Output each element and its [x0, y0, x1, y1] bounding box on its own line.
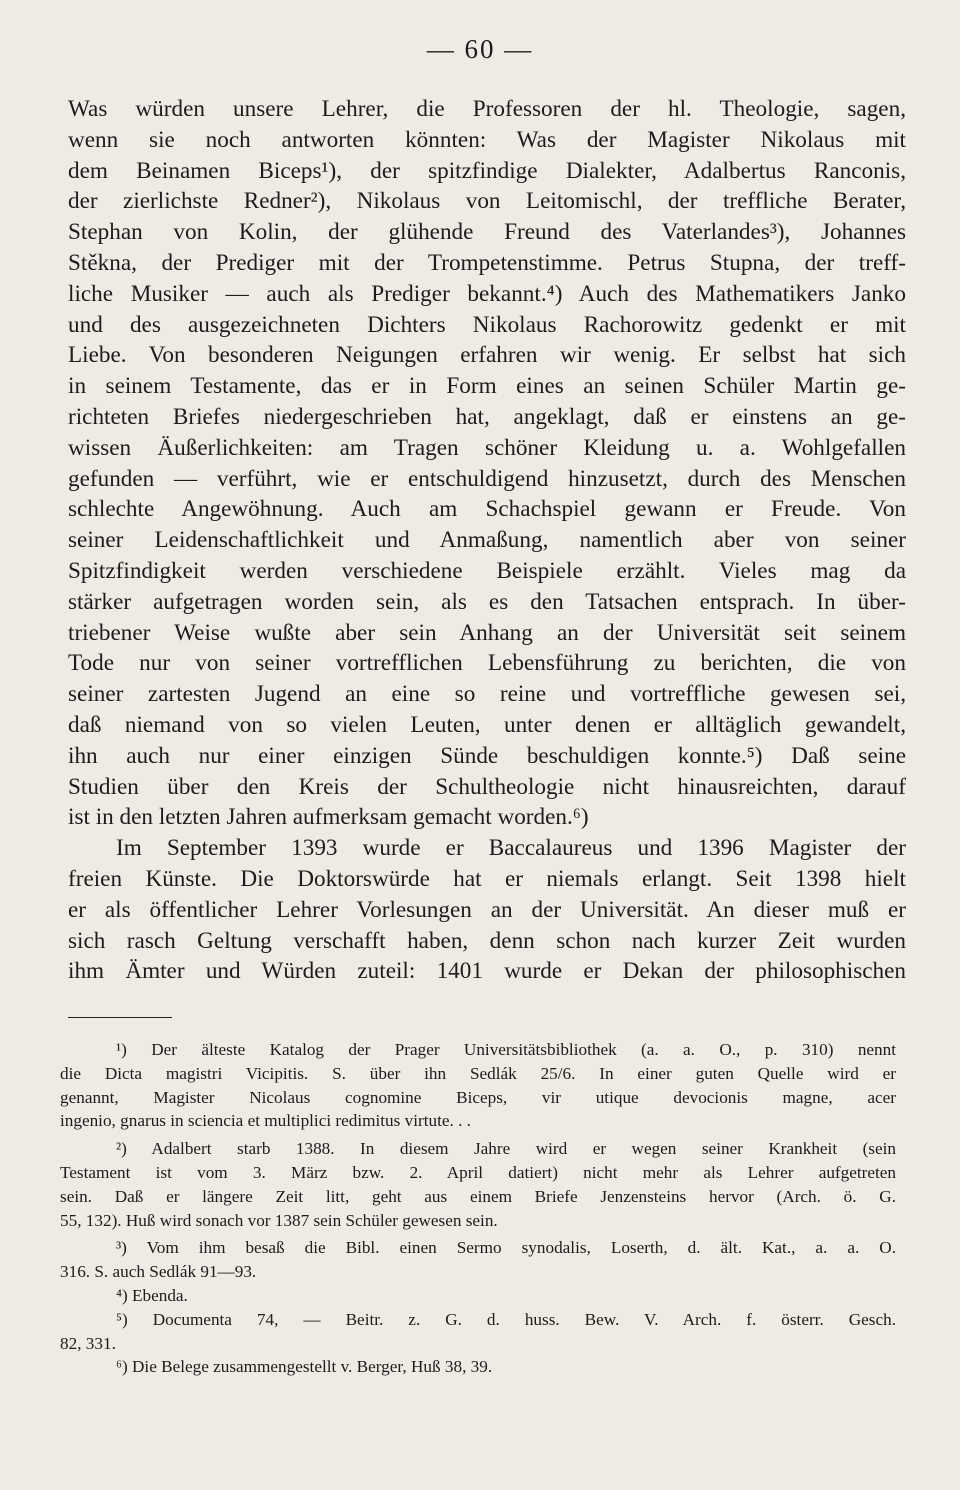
- text-line: wissen Äußerlichkeiten: am Tragen schöner Kleidung u. a. Wohlgefallen: [68, 434, 906, 461]
- main-text: [68, 94, 906, 987]
- text-line: der zierlichste Redner²), Nikolaus von Leitomischl, der treffliche Berater,: [68, 188, 906, 215]
- text-line: Stephan von Kolin, der glühende Freund des Vaterlandes³), Johannes: [68, 219, 906, 246]
- text-line: Liebe. Von besonderen Neigungen erfahren wir wenig. Er selbst hat sich: [68, 342, 906, 369]
- page-number: — 60 —: [426, 34, 534, 64]
- footnote-divider: [68, 1017, 172, 1018]
- text-line: ihm Ämter und Würden zuteil: 1401 wurde er Dekan der philosophischen: [68, 958, 906, 985]
- footnote-line: ²) Adalbert starb 1388. In diesem Jahre wird er wegen seiner Krankheit (sein: [116, 1139, 896, 1159]
- text-line: dem Beinamen Biceps¹), der spitzfindige Dialekter, Adalbertus Ranconis,: [68, 157, 906, 184]
- footnote-line: 82, 331.: [60, 1333, 116, 1353]
- text-line: ist in den letzten Jahren aufmerksam gemacht worden.⁶): [68, 804, 589, 831]
- footnote-line: die Dicta magistri Vicipitis. S. über ihn Sedlák 25/6. In einer guten Quelle wird er: [60, 1063, 896, 1083]
- footnote-line: Testament ist vom 3. März bzw. 2. April datiert) nicht mehr als Lehrer aufgetreten: [60, 1162, 896, 1182]
- text-line: Tode nur von seiner vortrefflichen Lebensführung zu berichten, die von: [68, 650, 906, 677]
- text-line: triebener Weise wußte aber sein Anhang an der Universität seit seinem: [68, 619, 906, 646]
- footnote-line: ⁴) Ebenda.: [116, 1285, 188, 1305]
- text-line: Spitzfindigkeit werden verschiedene Beispiele erzählt. Vieles mag da: [68, 557, 906, 584]
- footnotes: [60, 1038, 896, 1379]
- text-line: seiner Leidenschaftlichkeit und Anmaßung, namentlich aber von seiner: [68, 527, 906, 554]
- text-line: ihn auch nur einer einzigen Sünde beschuldigen konnte.⁵) Daß seine: [68, 742, 906, 769]
- footnote-line: 316. S. auch Sedlák 91—93.: [60, 1262, 257, 1282]
- text-line: gefunden — verführt, wie er entschuldigend hinzusetzt, durch des Menschen: [68, 465, 906, 492]
- text-line: freien Künste. Die Doktorswürde hat er niemals erlangt. Seit 1398 hielt: [68, 865, 906, 892]
- footnote-line: sein. Daß er längere Zeit litt, geht aus einem Briefe Jenzensteins hervor (Arch. ö. G.: [60, 1186, 896, 1206]
- text-line: wenn sie noch antworten könnten: Was der Magister Nikolaus mit: [68, 126, 906, 153]
- footnote-line: ¹) Der älteste Katalog der Prager Universitätsbibliothek (a. a. O., p. 310) nennt: [116, 1040, 896, 1059]
- text-line: Stěkna, der Prediger mit der Trompetenstimme. Petrus Stupna, der treff-: [68, 249, 906, 276]
- text-line: richteten Briefes niedergeschrieben hat, angeklagt, daß er einstens an ge-: [68, 403, 906, 430]
- text-line: er als öffentlicher Lehrer Vorlesungen an der Universität. An dieser muß er: [68, 896, 906, 923]
- text-line: daß niemand von so vielen Leuten, unter denen er alltäglich gewandelt,: [68, 711, 906, 738]
- footnote-line: ³) Vom ihm besaß die Bibl. einen Sermo synodalis, Loserth, d. ält. Kat., a. a. O.: [116, 1238, 896, 1258]
- text-line: Was würden unsere Lehrer, die Professoren der hl. Theologie, sagen,: [68, 96, 906, 122]
- text-line: schlechte Angewöhnung. Auch am Schachspiel gewann er Freude. Von: [68, 496, 906, 523]
- text-line: Studien über den Kreis der Schultheologie nicht hinausreichten, darauf: [68, 773, 906, 800]
- footnote-line: 55, 132). Huß wird sonach vor 1387 sein Schüler gewesen sein.: [60, 1210, 498, 1230]
- text-line: in seinem Testamente, das er in Form eines an seinen Schüler Martin ge-: [68, 373, 906, 400]
- footnote-line: ⁶) Die Belege zusammengestellt v. Berger, Huß 38, 39.: [116, 1357, 493, 1377]
- footnote-line: ⁵) Documenta 74, — Beitr. z. G. d. huss. Bew. V. Arch. f. österr. Gesch.: [116, 1309, 896, 1329]
- footnote-line: ingenio, gnarus in sciencia et multiplici redimitus virtute. . .: [60, 1111, 471, 1131]
- footnote-line: genannt, Magister Nicolaus cognomine Biceps, vir utique devocionis magne, acer: [60, 1087, 896, 1107]
- text-line: seiner zartesten Jugend an eine so reine und vortreffliche gewesen sei,: [68, 681, 906, 708]
- text-line: stärker aufgetragen worden sein, als es den Tatsachen entsprach. In über-: [68, 588, 906, 615]
- text-line: und des ausgezeichneten Dichters Nikolaus Rachorowitz gedenkt er mit: [68, 311, 906, 338]
- text-line: Im September 1393 wurde er Baccalaureus und 1396 Magister der: [116, 835, 906, 862]
- text-line: sich rasch Geltung verschafft haben, denn schon nach kurzer Zeit wurden: [68, 927, 906, 954]
- text-line: liche Musiker — auch als Prediger bekannt.⁴) Auch des Mathematikers Janko: [68, 280, 906, 307]
